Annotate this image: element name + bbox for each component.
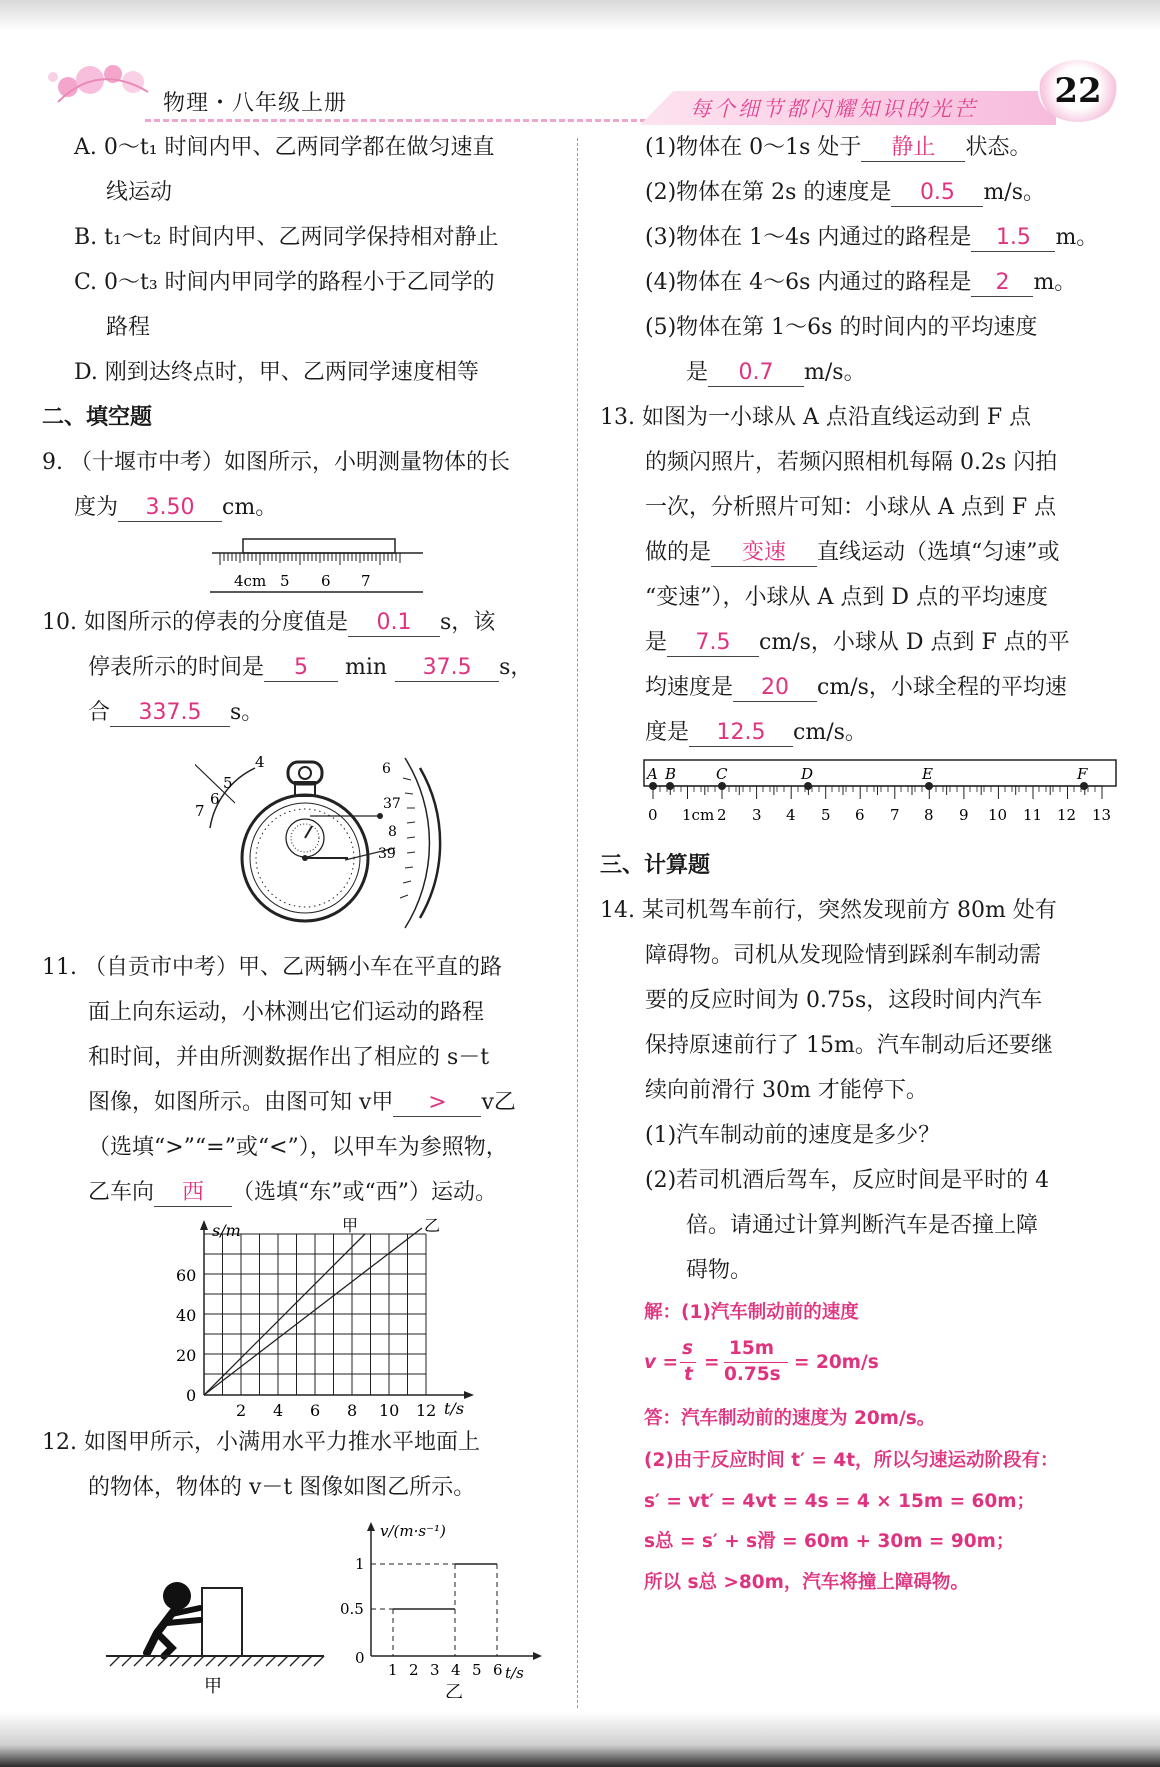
header-slogan: 每个细节都闪耀知识的光芒 — [690, 97, 978, 121]
q8-option-a-line2: 线运动 — [106, 180, 173, 205]
q10-answer-total: 337.5 — [110, 700, 230, 727]
q8-option-c-line1: C. 0～t₃ 时间内甲同学的路程小于乙同学的 — [74, 270, 495, 295]
q13-ruler-1cm: 1cm — [682, 806, 715, 824]
q13-answer-total: 12.5 — [689, 720, 793, 747]
formula-eq: = — [704, 1352, 720, 1373]
q13-answer-ad: 7.5 — [667, 630, 759, 657]
section-fill-in-title: 二、填空题 — [42, 405, 153, 430]
q14-sub2-line2: 倍。请通过计算判断汽车是否撞上障 — [686, 1213, 1039, 1238]
q13-answer-df: 20 — [733, 675, 817, 702]
q12-line1: 12. 如图甲所示，小满用水平力推水平地面上 — [42, 1430, 480, 1455]
q13-line7: 均速度是 20 cm/s，小球全程的平均速 — [645, 675, 1067, 700]
q13-point-d — [804, 782, 812, 790]
solution-line5: s′ = vt′ = 4vt = 4s = 4 × 15m = 60m； — [644, 1491, 1036, 1512]
q13-ruler-9: 9 — [959, 806, 969, 824]
q11-ytick-20: 20 — [176, 1346, 197, 1365]
q14-line4: 保持原速前行了 15m。汽车制动后还要继 — [645, 1033, 1053, 1058]
q13-label-c: C — [716, 765, 728, 783]
q11-xtick-6: 6 — [310, 1401, 321, 1418]
q10-answer-seconds: 37.5 — [395, 655, 499, 682]
q13-line5: “变速”），小球从 A 点到 D 点的平均速度 — [645, 585, 1048, 610]
q13-label-d: D — [801, 765, 814, 783]
q14-line1: 14. 某司机驾车前行，突然发现前方 80m 处有 — [600, 898, 1057, 923]
q13-point-b — [666, 782, 674, 790]
q13-line8: 度是 12.5 cm/s。 — [645, 720, 867, 745]
q13-line6: 是 7.5 cm/s，小球从 D 点到 F 点的平 — [645, 630, 1070, 655]
flower-ornament-icon — [38, 52, 158, 122]
q12-vtick-1: 1 — [355, 1555, 365, 1573]
page-top-shadow — [0, 0, 1160, 30]
q10-dial-label-7: 7 — [195, 802, 205, 820]
q13-ruler-7: 7 — [890, 806, 900, 824]
q9-ruler-figure — [210, 536, 425, 596]
q12-ttick-3: 3 — [430, 1661, 440, 1679]
q11-ylabel: s/m — [212, 1221, 241, 1240]
q13-point-f — [1080, 782, 1088, 790]
q11-xtick-10: 10 — [379, 1401, 400, 1418]
q10-line2: 停表所示的时间是 5 min 37.5 s， — [88, 655, 533, 680]
q14-line3: 要的反应时间为 0.75s，这段时间内汽车 — [645, 988, 1043, 1013]
q12-answer-1: 静止 — [861, 135, 965, 162]
q12-vlabel: v/(m·s⁻¹) — [380, 1522, 446, 1540]
q12-figure-jia — [102, 1548, 332, 1698]
q11-ytick-60: 60 — [176, 1266, 197, 1285]
q13-ruler-4: 4 — [786, 806, 796, 824]
q14-sub1: (1)汽车制动前的速度是多少？ — [645, 1123, 941, 1148]
q12-item-2: (2)物体在第 2s 的速度是 0.5 m/s。 — [645, 180, 1046, 205]
q12-vtick-05: 0.5 — [340, 1600, 364, 1618]
q12-item-5-line1: (5)物体在第 1～6s 的时间内的平均速度 — [645, 315, 1038, 340]
q8-option-d: D. 刚到达终点时，甲、乙两同学速度相等 — [74, 360, 479, 385]
q13-label-f: F — [1077, 765, 1088, 783]
q10-dial-label-6b: 6 — [382, 761, 391, 777]
formula-t: t — [684, 1364, 693, 1385]
q14-sub2-line3: 碍物。 — [686, 1258, 753, 1283]
q10-dial-label-6: 6 — [210, 790, 220, 808]
column-divider — [577, 138, 578, 1708]
q12-vt-graph — [335, 1518, 550, 1698]
q9-ruler-label-5: 5 — [280, 572, 290, 590]
q11-answer-direction: 西 — [154, 1180, 232, 1207]
solution-line1: 解：(1)汽车制动前的速度 — [644, 1302, 859, 1323]
q11-xlabel: t/s — [444, 1399, 465, 1418]
header-divider — [145, 119, 655, 122]
q13-answer-motion: 变速 — [711, 540, 817, 567]
q8-option-b: B. t₁～t₂ 时间内甲、乙两同学保持相对静止 — [74, 225, 499, 250]
q13-ruler-figure — [638, 755, 1123, 835]
q13-ruler-8: 8 — [924, 806, 934, 824]
formula-bar-1 — [680, 1362, 696, 1363]
q9-ruler-label-6: 6 — [321, 572, 331, 590]
q11-line4: 图像，如图所示。由图可知 v甲 > v乙 — [88, 1090, 516, 1115]
q12-ttick-5: 5 — [472, 1661, 482, 1679]
q12-ttick-4: 4 — [451, 1661, 461, 1679]
q12-label-yi: 乙 — [445, 1682, 463, 1698]
formula-s: s — [682, 1338, 694, 1359]
q13-ruler-12: 12 — [1057, 806, 1077, 824]
q12-answer-4: 2 — [971, 270, 1033, 297]
q11-xtick-2: 2 — [236, 1401, 247, 1418]
q10-dial-label-8: 8 — [388, 824, 397, 840]
q8-option-a-line1: A. 0～t₁ 时间内甲、乙两同学都在做匀速直 — [74, 135, 495, 160]
page-number: 22 — [1038, 60, 1118, 122]
q11-answer-compare: > — [393, 1090, 481, 1117]
q11-line1: 11. （自贡市中考）甲、乙两辆小车在平直的路 — [42, 955, 502, 980]
q13-line1: 13. 如图为一小球从 A 点沿直线运动到 F 点 — [600, 405, 1032, 430]
q12-label-jia: 甲 — [204, 1676, 222, 1697]
q10-stopwatch-figure — [195, 738, 455, 940]
q10-dial-label-37: 37 — [383, 796, 401, 812]
q11-xtick-8: 8 — [347, 1401, 358, 1418]
q13-label-a: A — [647, 765, 658, 783]
q12-answer-3: 1.5 — [971, 225, 1055, 252]
q13-line3: 一次，分析照片可知：小球从 A 点到 F 点 — [645, 495, 1057, 520]
q10-dial-label-39: 39 — [378, 846, 396, 862]
q11-label-yi: 乙 — [424, 1218, 441, 1235]
solution-conclusion: 所以 s总 >80m，汽车将撞上障碍物。 — [644, 1572, 969, 1593]
q12-answer-5: 0.7 — [708, 360, 804, 387]
q12-ttick-1: 1 — [388, 1661, 398, 1679]
q14-line5: 续向前滑行 30m 才能停下。 — [645, 1078, 928, 1103]
q12-item-5-line2: 是 0.7 m/s。 — [686, 360, 866, 385]
q13-ruler-2: 2 — [717, 806, 727, 824]
section-calculation-title: 三、计算题 — [600, 853, 711, 878]
q12-item-3: (3)物体在 1～4s 内通过的路程是 1.5 m。 — [645, 225, 1099, 250]
formula-den: 0.75s — [724, 1364, 781, 1385]
q13-label-e: E — [922, 765, 933, 783]
q11-line5: （选填“>”“=”或“<”），以甲车为参照物， — [88, 1135, 508, 1160]
q13-line4: 做的是 变速 直线运动（选填“匀速”或 — [645, 540, 1060, 565]
q12-answer-2: 0.5 — [891, 180, 983, 207]
q13-ruler-0: 0 — [648, 806, 658, 824]
q11-line3: 和时间，并由所测数据作出了相应的 s－t — [88, 1045, 490, 1070]
q13-point-e — [925, 782, 933, 790]
q10-answer-minutes: 5 — [264, 655, 338, 682]
solution-answer1: 答：汽车制动前的速度为 20m/s。 — [644, 1408, 936, 1429]
q12-item-1: (1)物体在 0～1s 处于 静止 状态。 — [645, 135, 1032, 160]
page-bottom-shadow — [0, 1712, 1160, 1767]
q13-point-c — [718, 782, 726, 790]
q13-line2: 的频闪照片，若频闪照相机每隔 0.2s 闪拍 — [645, 450, 1058, 475]
q11-line2: 面上向东运动，小林测出它们运动的路程 — [88, 1000, 485, 1025]
q12-item-4: (4)物体在 4～6s 内通过的路程是 2 m。 — [645, 270, 1077, 295]
q13-point-a — [649, 782, 657, 790]
q8-option-c-line2: 路程 — [106, 315, 151, 340]
q11-ytick-40: 40 — [176, 1306, 197, 1325]
q12-ttick-6: 6 — [493, 1661, 503, 1679]
q10-line1: 10. 如图所示的停表的分度值是 0.1 s，该 — [42, 610, 496, 635]
solution-line6: s总 = s′ + s滑 = 60m + 30m = 90m； — [644, 1531, 1015, 1552]
q14-sub2-line1: (2)若司机酒后驾车，反应时间是平时的 4 — [645, 1168, 1050, 1193]
q13-ruler-6: 6 — [855, 806, 865, 824]
q11-line6: 乙车向 西 （选填“东”或“西”）运动。 — [88, 1180, 498, 1205]
formula-num: 15m — [729, 1338, 775, 1359]
formula-v: v = — [644, 1352, 679, 1373]
q9-ruler-label-7: 7 — [361, 572, 371, 590]
q11-st-graph — [160, 1218, 480, 1418]
q10-line3: 合 337.5 s。 — [88, 700, 264, 725]
solution-line4: (2)由于反应时间 t′ = 4t，所以匀速运动阶段有： — [644, 1450, 1059, 1471]
q10-answer-resolution: 0.1 — [348, 610, 440, 637]
q11-label-jia: 甲 — [342, 1218, 359, 1235]
q9-line2: 度为 3.50 cm。 — [74, 495, 278, 520]
q11-xtick-4: 4 — [273, 1401, 284, 1418]
formula-bar-2 — [724, 1362, 788, 1363]
q13-ruler-13: 13 — [1092, 806, 1112, 824]
q9-answer: 3.50 — [118, 495, 222, 522]
q9-line1: 9. （十堰市中考）如图所示，小明测量物体的长 — [42, 450, 510, 475]
q12-tlabel: t/s — [505, 1664, 524, 1682]
q9-ruler-label-4cm: 4cm — [234, 572, 267, 590]
q13-ruler-3: 3 — [752, 806, 762, 824]
book-title: 物理・八年级上册 — [163, 91, 348, 116]
q13-ruler-10: 10 — [988, 806, 1008, 824]
formula-result: = 20m/s — [794, 1352, 879, 1373]
q11-ytick-0: 0 — [186, 1386, 197, 1405]
q12-line2: 的物体，物体的 v－t 图像如图乙所示。 — [88, 1475, 476, 1500]
q10-dial-label-5: 5 — [223, 774, 233, 792]
q12-ttick-2: 2 — [409, 1661, 419, 1679]
q11-xtick-12: 12 — [416, 1401, 437, 1418]
q13-label-b: B — [665, 765, 677, 783]
q13-ruler-11: 11 — [1023, 806, 1043, 824]
q12-vtick-0: 0 — [355, 1649, 365, 1667]
q10-dial-label-4: 4 — [255, 753, 265, 771]
q14-line2: 障碍物。司机从发现险情到踩刹车制动需 — [645, 943, 1042, 968]
q13-ruler-5: 5 — [821, 806, 831, 824]
